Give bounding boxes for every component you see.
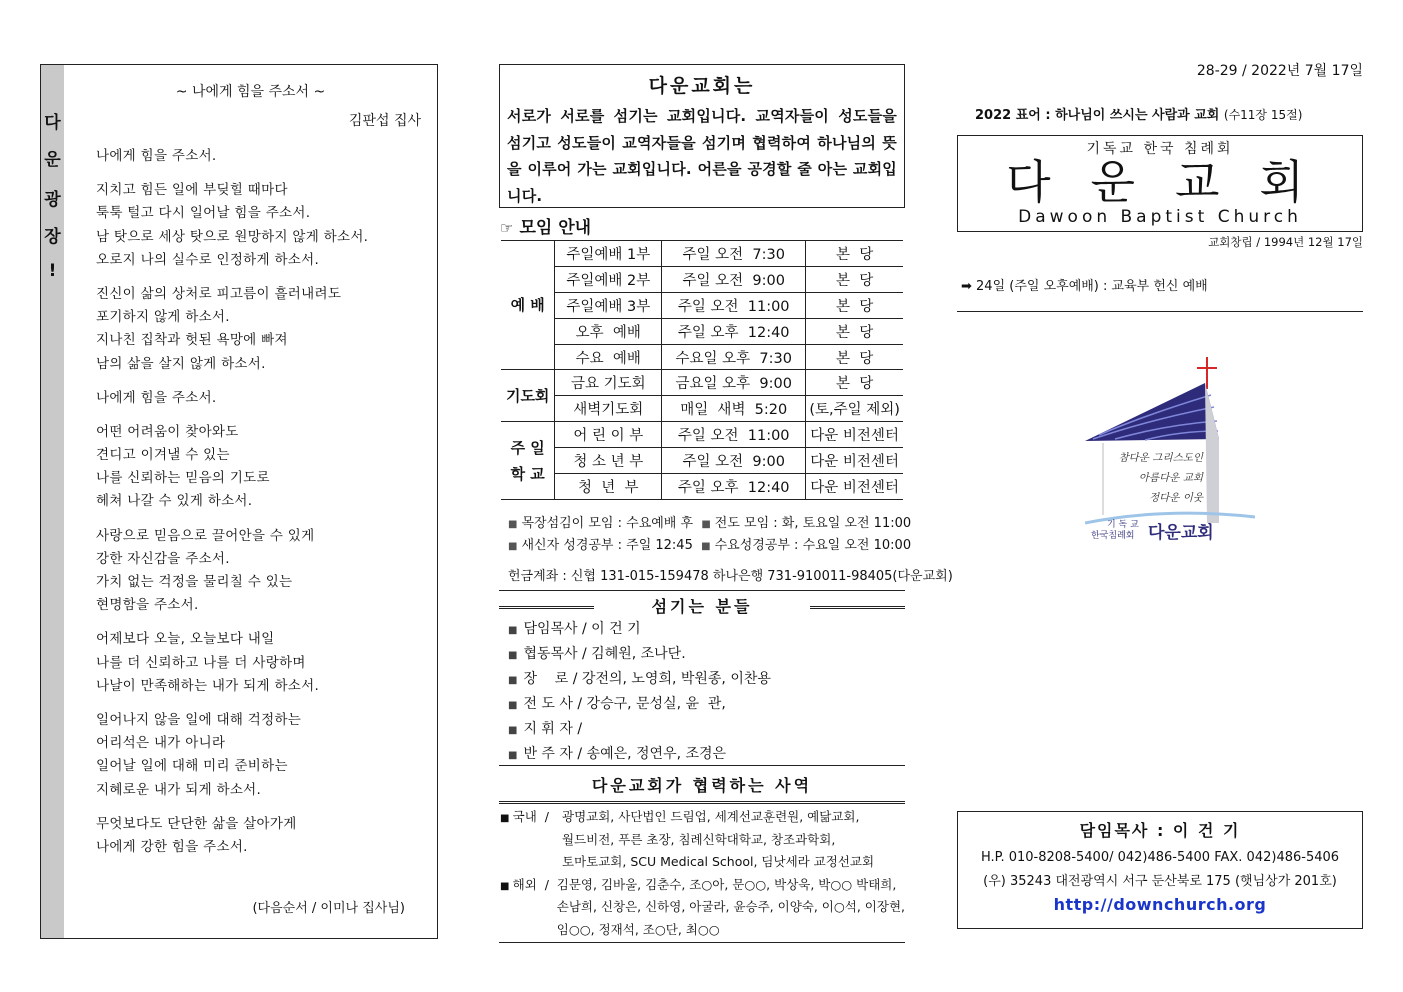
square-bullet-icon: ■ bbox=[508, 519, 518, 530]
schedule-event: 수요 예배 bbox=[555, 344, 662, 370]
ministry-line: 월드비전, 푸른 초장, 침례신학대학교, 창조과학회, bbox=[562, 831, 836, 847]
logo-org-small: 한국침례회 bbox=[1091, 531, 1135, 541]
schedule-row bbox=[501, 344, 903, 370]
ministry-list bbox=[500, 806, 905, 941]
intro-text: 서로가 서로를 섬기는 교회입니다. 교역자들이 성도들을 섬기고 성도들이 교역자들을 섬기며 협력하여 하나님의 뜻을 이루어 가는 교회입니다. 어른을 공경할 줄 아는 교회입니다. bbox=[507, 107, 897, 205]
church-english-name: Dawoon Baptist Church bbox=[1018, 207, 1302, 227]
poem-source: (다음순서 / 이미나 집사님) bbox=[252, 901, 405, 916]
divider bbox=[499, 942, 905, 943]
logo-org-small: 기 독 교 bbox=[1107, 520, 1139, 530]
divider bbox=[957, 311, 1363, 312]
ministry-label-text: 해외 / bbox=[512, 876, 549, 892]
poem-line: 오로지 나의 실수로 인정하게 하소서. bbox=[96, 251, 320, 268]
poem-line: 어제보다 오늘, 오늘보다 내일 bbox=[96, 631, 275, 648]
servant-item bbox=[508, 742, 771, 767]
schedule-row bbox=[501, 266, 903, 292]
square-bullet-icon: ■ bbox=[701, 519, 711, 530]
poem-panel bbox=[40, 64, 438, 939]
poem-stanza bbox=[96, 709, 436, 802]
schedule-row bbox=[501, 292, 903, 318]
ministry-body bbox=[557, 874, 905, 942]
schedule-row bbox=[501, 422, 903, 448]
motto-label: 2022 표어 : 하나님이 쓰시는 사람과 교회 bbox=[975, 108, 1220, 123]
notice-item: 목장섬김이 모임 : 수요예배 후 bbox=[521, 516, 694, 531]
pastor-title: 담임목사 : 이 건 기 bbox=[1079, 821, 1241, 840]
schedule-place: 다운 비전센터 bbox=[806, 422, 903, 448]
schedule-heading-label: 모임 안내 bbox=[519, 218, 592, 238]
side-title-char: 다 bbox=[44, 113, 61, 133]
church-logo-icon bbox=[1085, 355, 1255, 555]
divider bbox=[499, 765, 905, 766]
poem-line: 나에게 힘을 주소서. bbox=[96, 389, 217, 406]
servants-list bbox=[508, 617, 771, 767]
motto-reference: (수11장 15절) bbox=[1223, 108, 1303, 122]
denomination: 기독교 한국 침례회 bbox=[1086, 141, 1234, 157]
issue-date: 28-29 / 2022년 7월 17일 bbox=[1196, 63, 1363, 79]
ministry-label bbox=[500, 874, 557, 942]
ministry-label bbox=[500, 806, 562, 874]
side-title-char: 광 bbox=[44, 190, 61, 210]
schedule-category: 예 배 bbox=[501, 241, 555, 370]
servant-item bbox=[508, 642, 771, 667]
poem-line: 나에게 힘을 주소서. bbox=[96, 148, 217, 164]
servant-item bbox=[508, 692, 771, 717]
divider bbox=[499, 590, 905, 591]
logo-org-name: 다운교회 bbox=[1148, 523, 1214, 543]
schedule-event: 주일예배 3부 bbox=[555, 292, 662, 318]
notice-item: 수요성경공부 : 수요일 오전 10:00 bbox=[714, 538, 912, 553]
schedule-row bbox=[501, 318, 903, 344]
schedule-event: 청 소 년 부 bbox=[555, 448, 662, 474]
poem-stanza bbox=[96, 387, 436, 410]
schedule-time: 주일 오전 9:00 bbox=[662, 266, 806, 292]
ministry-line: 손남희, 신창은, 신하영, 아굴라, 윤승주, 이양숙, 이○석, 이장현, bbox=[556, 899, 905, 914]
schedule-category: 주 일 학 교 bbox=[501, 422, 555, 500]
schedule-event: 새벽기도회 bbox=[555, 396, 662, 422]
poem-line: 지혜로운 내가 되게 하소서. bbox=[96, 781, 262, 798]
schedule-category: 기도회 bbox=[501, 370, 555, 422]
schedule-event: 어 린 이 부 bbox=[555, 422, 662, 448]
poem-line: 남의 삶을 살지 않게 하소서. bbox=[96, 355, 266, 372]
offering-account: 헌금계좌 : 신협 131-015-159478 하나은행 731-910011-98405(다운교회) bbox=[508, 569, 953, 584]
schedule-time: 매일 새벽 5:20 bbox=[662, 396, 806, 422]
schedule-time: 주일 오전 7:30 bbox=[662, 241, 806, 267]
motto bbox=[975, 104, 1302, 123]
side-title-char: ! bbox=[48, 261, 57, 281]
schedule-place: 본 당 bbox=[806, 318, 903, 344]
schedule-place: 본 당 bbox=[806, 292, 903, 318]
divider bbox=[810, 606, 905, 609]
divider bbox=[499, 801, 905, 804]
schedule-time: 수요일 오후 7:30 bbox=[662, 344, 806, 370]
poem-stanza bbox=[96, 145, 436, 168]
poem-line: 남 탓으로 세상 탓으로 원망하지 않게 하소서. bbox=[96, 228, 369, 245]
pastor-box bbox=[957, 811, 1363, 929]
ministry-body bbox=[562, 806, 905, 874]
square-bullet-icon: ■ bbox=[701, 541, 711, 552]
poem-stanza bbox=[96, 628, 436, 698]
poem-line: 일어나지 않을 일에 대해 걱정하는 bbox=[96, 711, 302, 728]
pastor-contact: H.P. 010-8208-5400/ 042)486-5400 FAX. 042)486-5406 bbox=[980, 850, 1340, 865]
poem-line: 포기하지 않게 하소서. bbox=[96, 309, 230, 326]
poem-line: 툭툭 털고 다시 일어날 힘을 주소서. bbox=[96, 205, 311, 222]
church-name: 다운교회 bbox=[1006, 155, 1344, 209]
poem-title: ~ 나에게 힘을 주소서 ~ bbox=[175, 84, 326, 100]
schedule-event: 주일예배 1부 bbox=[555, 241, 662, 267]
poem-line: 나날이 만족해하는 내가 되게 하소서. bbox=[96, 677, 320, 694]
poem-body bbox=[96, 145, 436, 870]
schedule-time: 금요일 오후 9:00 bbox=[662, 370, 806, 396]
servant-text: 지 휘 자 / bbox=[523, 721, 583, 737]
poem-line: 나를 신뢰하는 믿음의 기도로 bbox=[96, 470, 270, 487]
poem-line: 지나친 집착과 헛된 욕망에 빠져 bbox=[96, 332, 288, 349]
schedule-place: (토,주일 제외) bbox=[806, 396, 903, 422]
square-bullet-icon: ■ bbox=[508, 700, 518, 711]
schedule-time: 주일 오후 12:40 bbox=[662, 474, 806, 500]
poem-line: 일어날 일에 대해 미리 준비하는 bbox=[96, 758, 288, 775]
schedule-event: 주일예배 2부 bbox=[555, 266, 662, 292]
schedule-time: 주일 오전 11:00 bbox=[662, 422, 806, 448]
schedule-place: 본 당 bbox=[806, 344, 903, 370]
logo-slogan: 참다운 그리스도인 bbox=[1118, 452, 1203, 464]
divider bbox=[499, 606, 594, 609]
ministry-item bbox=[500, 874, 905, 942]
schedule-row bbox=[501, 474, 903, 500]
poem-line: 지치고 힘든 일에 부딪힐 때마다 bbox=[96, 182, 288, 199]
servant-text: 전 도 사 / 강승구, 문성실, 윤 관, bbox=[523, 696, 726, 712]
website-link[interactable]: http://downchurch.org bbox=[1053, 895, 1267, 914]
servants-heading-label: 섬기는 분들 bbox=[651, 597, 753, 616]
ministry-line: 토마토교회, SCU Medical School, 딤낫세라 교정선교회 bbox=[562, 854, 875, 869]
ministry-line: 임○○, 정재석, 조○단, 최○○ bbox=[556, 921, 720, 937]
schedule-place: 본 당 bbox=[806, 241, 903, 267]
servant-text: 장 로 / 강전의, 노영희, 박원종, 이찬용 bbox=[523, 671, 771, 687]
schedule-event: 청 년 부 bbox=[555, 474, 662, 500]
poem-stanza bbox=[96, 813, 436, 859]
schedule-row bbox=[501, 448, 903, 474]
schedule-row bbox=[501, 241, 903, 267]
servant-item bbox=[508, 717, 771, 742]
square-bullet-icon: ■ bbox=[508, 541, 518, 552]
poem-line: 나를 더 신뢰하고 나를 더 사랑하며 bbox=[96, 654, 306, 671]
notices bbox=[508, 513, 911, 557]
square-bullet-icon: ■ bbox=[500, 813, 513, 824]
schedule-time: 주일 오전 9:00 bbox=[662, 448, 806, 474]
ministry-line: 김문영, 김바울, 김춘수, 조○아, 문○○, 박상욱, 박○○ 박태희, bbox=[556, 876, 897, 892]
square-bullet-icon: ■ bbox=[508, 675, 518, 686]
servant-text: 협동목사 / 김혜원, 조나단. bbox=[523, 646, 686, 662]
poem-line: 무엇보다도 단단한 삶을 살아가게 bbox=[96, 815, 297, 832]
poem-stanza bbox=[96, 283, 436, 376]
schedule-place: 다운 비전센터 bbox=[806, 448, 903, 474]
logo-slogan: 아름다운 교회 bbox=[1138, 472, 1203, 484]
schedule-event: 오후 예배 bbox=[555, 318, 662, 344]
poem-stanza bbox=[96, 179, 436, 272]
square-bullet-icon: ■ bbox=[500, 880, 513, 892]
servant-item bbox=[508, 667, 771, 692]
schedule-place: 본 당 bbox=[806, 266, 903, 292]
square-bullet-icon: ■ bbox=[508, 650, 518, 661]
notice-item: 새신자 성경공부 : 주일 12:45 bbox=[521, 538, 693, 553]
founded-date: 교회창립 / 1994년 12월 17일 bbox=[1208, 235, 1363, 249]
schedule-heading bbox=[500, 213, 591, 238]
servant-item bbox=[508, 617, 771, 642]
poem-line: 강한 자신감을 주소서. bbox=[96, 550, 230, 567]
poem-stanza bbox=[96, 525, 436, 618]
poem-line: 나에게 강한 힘을 주소서. bbox=[96, 838, 248, 855]
schedule-table bbox=[501, 240, 903, 500]
square-bullet-icon: ■ bbox=[508, 625, 518, 636]
servant-text: 담임목사 / 이 건 기 bbox=[523, 621, 641, 637]
poem-line: 견디고 이겨낼 수 있는 bbox=[96, 447, 230, 464]
square-bullet-icon: ■ bbox=[508, 750, 518, 761]
intro-title: 다운교회는 bbox=[648, 75, 756, 97]
church-header-box bbox=[957, 135, 1363, 232]
pointing-hand-icon: ☞ bbox=[500, 219, 514, 237]
poem-line: 사랑으로 믿음으로 끌어안을 수 있게 bbox=[96, 527, 315, 544]
poem-line: 어리석은 내가 아니라 bbox=[96, 735, 226, 752]
announcement: ➡ 24일 (주일 오후예배) : 교육부 헌신 예배 bbox=[961, 279, 1208, 294]
poem-line: 헤쳐 나갈 수 있게 하소서. bbox=[96, 493, 253, 510]
poem-line: 어떤 어려움이 찾아와도 bbox=[96, 423, 239, 440]
poem-stanza bbox=[96, 421, 436, 514]
poem-author: 김판섭 집사 bbox=[348, 113, 421, 129]
servant-text: 반 주 자 / 송예은, 정연우, 조경은 bbox=[523, 746, 727, 762]
side-title-strip bbox=[41, 65, 64, 938]
ministry-heading: 다운교회가 협력하는 사역 bbox=[591, 776, 813, 795]
notice-item: 전도 모임 : 화, 토요일 오전 11:00 bbox=[714, 516, 912, 531]
intro-box bbox=[499, 64, 905, 208]
tower-side bbox=[1205, 383, 1219, 523]
logo-slogan: 정다운 이웃 bbox=[1148, 492, 1203, 504]
side-title-char: 운 bbox=[44, 150, 61, 170]
schedule-place: 다운 비전센터 bbox=[806, 474, 903, 500]
ministry-item bbox=[500, 806, 905, 874]
servants-heading bbox=[499, 594, 905, 617]
schedule-event: 금요 기도회 bbox=[555, 370, 662, 396]
square-bullet-icon: ■ bbox=[508, 725, 518, 736]
side-title-char: 장 bbox=[44, 227, 61, 247]
poem-line: 가치 없는 걱정을 물리칠 수 있는 bbox=[96, 574, 293, 590]
schedule-time: 주일 오후 12:40 bbox=[662, 318, 806, 344]
schedule-row bbox=[501, 370, 903, 396]
schedule-time: 주일 오전 11:00 bbox=[662, 292, 806, 318]
poem-line: 현명함을 주소서. bbox=[96, 597, 199, 614]
ministry-label-text: 국내 / bbox=[512, 809, 549, 824]
pastor-address: (우) 35243 대전광역시 서구 둔산북로 175 (햇님상가 201호) bbox=[983, 874, 1337, 889]
schedule-row bbox=[501, 396, 903, 422]
poem-line: 진신이 삶의 상처로 피고름이 흘러내려도 bbox=[96, 285, 342, 302]
schedule-place: 본 당 bbox=[806, 370, 903, 396]
ministry-line: 광명교회, 사단법인 드림업, 세계선교훈련원, 예닮교회, bbox=[562, 809, 860, 824]
